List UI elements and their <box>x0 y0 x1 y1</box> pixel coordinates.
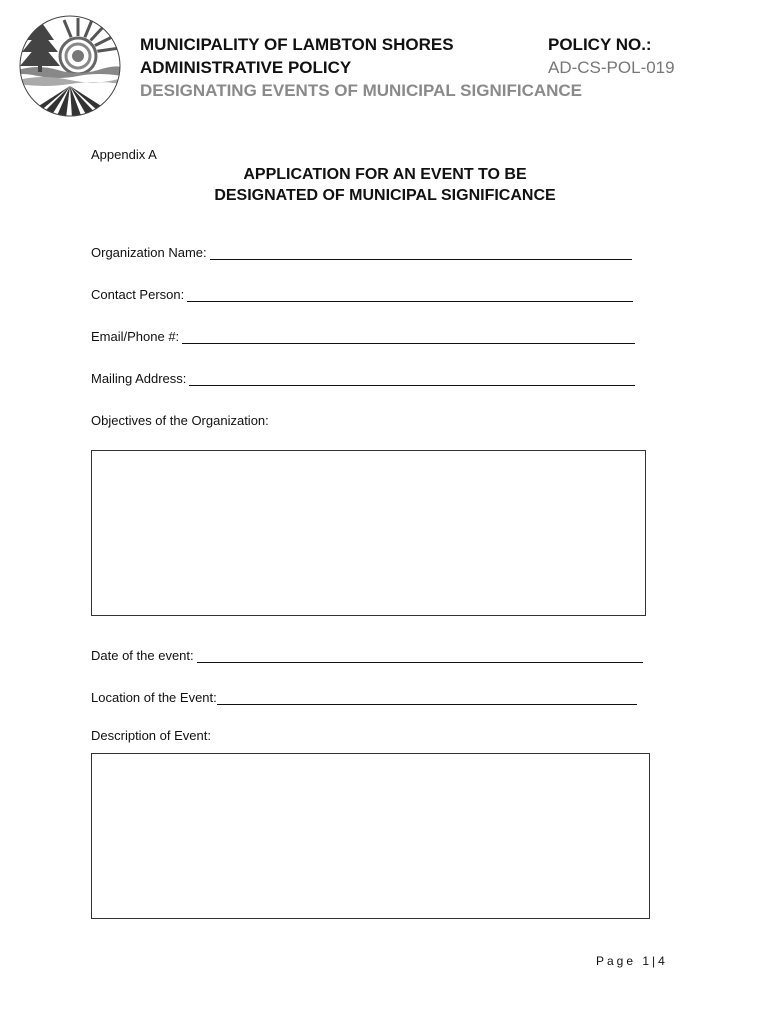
objectives-textbox[interactable] <box>91 450 646 616</box>
description-textbox[interactable] <box>91 753 650 919</box>
date-of-event-field[interactable] <box>91 648 643 663</box>
date-of-event-label: Date of the event: <box>91 648 194 663</box>
location-of-event-field[interactable] <box>91 690 637 705</box>
location-of-event-label: Location of the Event: <box>91 690 217 705</box>
organization-name-line[interactable] <box>210 246 632 260</box>
mailing-address-label: Mailing Address: <box>91 371 187 386</box>
date-of-event-line[interactable] <box>197 649 643 663</box>
policy-type: ADMINISTRATIVE POLICY <box>140 58 352 77</box>
policy-subtitle: DESIGNATING EVENTS OF MUNICIPAL SIGNIFICANCE <box>140 81 583 100</box>
email-phone-line[interactable] <box>182 330 635 344</box>
contact-person-field[interactable] <box>91 287 633 302</box>
page-number: Page 1|4 <box>596 954 668 968</box>
appendix-label: Appendix A <box>91 147 157 162</box>
description-of-event-label: Description of Event: <box>91 728 211 743</box>
description-label-row <box>91 728 211 743</box>
mailing-address-line[interactable] <box>189 372 635 386</box>
organization-name-field[interactable] <box>91 245 632 260</box>
policy-number-label: POLICY NO.: <box>548 35 652 54</box>
municipality-name: MUNICIPALITY OF LAMBTON SHORES <box>140 35 454 54</box>
municipality-logo-icon <box>18 14 122 118</box>
organization-name-label: Organization Name: <box>91 245 207 260</box>
objectives-label-row <box>91 413 269 428</box>
objectives-label: Objectives of the Organization: <box>91 413 269 428</box>
email-phone-label: Email/Phone #: <box>91 329 180 344</box>
mailing-address-field[interactable] <box>91 371 635 386</box>
contact-person-line[interactable] <box>187 288 633 302</box>
contact-person-label: Contact Person: <box>91 287 185 302</box>
location-of-event-line[interactable] <box>217 691 637 705</box>
email-phone-field[interactable] <box>91 329 635 344</box>
form-title-line-2: DESIGNATED OF MUNICIPAL SIGNIFICANCE <box>214 187 556 204</box>
form-title-line-1: APPLICATION FOR AN EVENT TO BE <box>243 166 527 183</box>
policy-number: AD-CS-POL-019 <box>548 58 675 77</box>
